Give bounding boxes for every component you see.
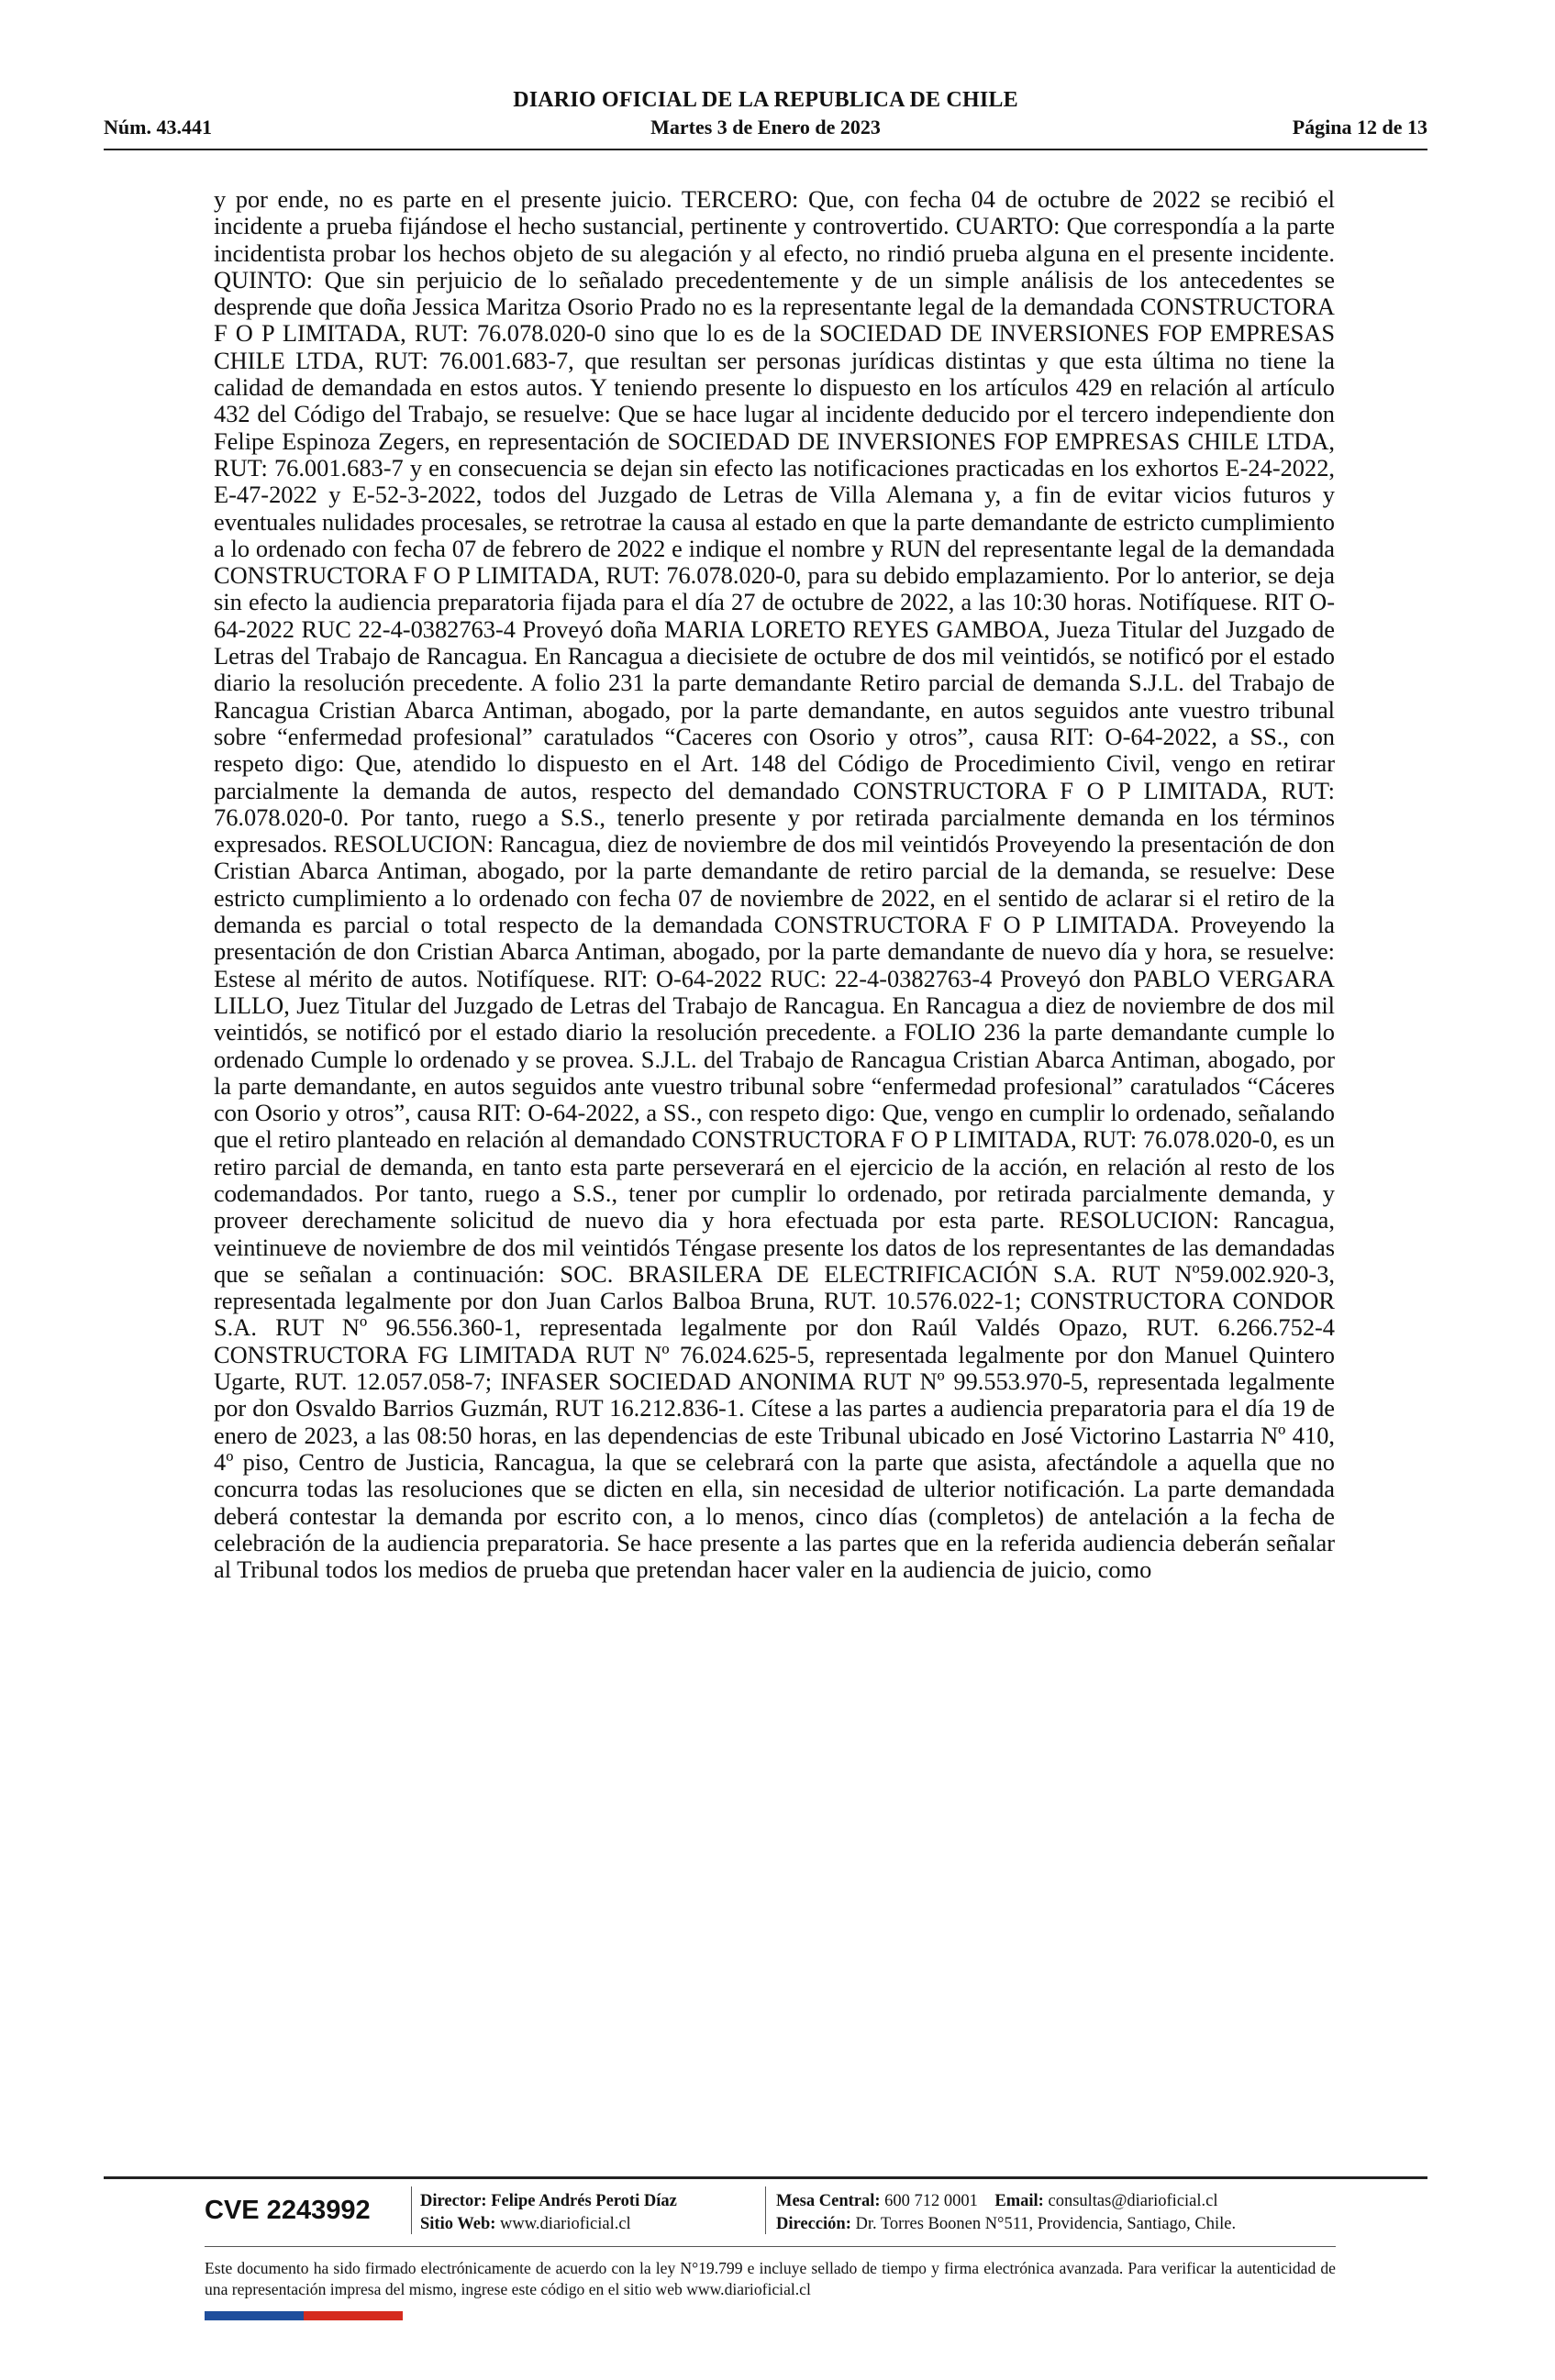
masthead-title: DIARIO OFICIAL DE LA REPUBLICA DE CHILE (513, 88, 1018, 112)
address-text: Dr. Torres Boonen N°511, Providencia, Santiago, Chile. (855, 2215, 1237, 2233)
footer-separator (411, 2186, 412, 2234)
flag-segment (353, 2311, 403, 2320)
website-link[interactable]: www.diarioficial.cl (500, 2215, 631, 2233)
cve-code: CVE 2243992 (205, 2195, 371, 2225)
issue-number: Núm. 43.441 (104, 116, 212, 138)
footer-divider (104, 2176, 1427, 2179)
phone-number: 600 712 0001 (884, 2192, 978, 2210)
legal-notice: Este documento ha sido firmado electrónicamente de acuerdo con la ley N°19.799 e incluye sellado de tiempo y firma electrónica avanzada. Para verificar la autenticidad de una representación impresa del mismo, ingrese este código en el sitio web www.diarioficial.cl (205, 2259, 1336, 2298)
director-info (420, 2190, 677, 2236)
director-name: Director: Felipe Andrés Peroti Díaz (420, 2192, 677, 2210)
website-label: Sitio Web: (420, 2215, 496, 2233)
page-number: Página 12 de 13 (1292, 116, 1427, 138)
email-label: Email: (994, 2192, 1044, 2210)
flag-segment (304, 2311, 353, 2320)
footer-separator (765, 2186, 766, 2234)
flag-segment (205, 2311, 254, 2320)
header-divider (104, 149, 1427, 150)
page-header (104, 88, 1427, 143)
email-link[interactable]: consultas@diarioficial.cl (1048, 2192, 1218, 2210)
document-body: y por ende, no es parte en el presente juicio. TERCERO: Que, con fecha 04 de octubre de 2022 se recibió el incidente a prueba fijándose el hecho sustancial, pertinente y controvertido. CUARTO: Que correspondía a la parte incidentista probar los hechos objeto de su alegación y al efecto, no rindió prueba alguna en el presente incidente. QUINTO: Que sin perjuicio de lo señalado precedentemente y de un simple análisis de los antecedentes se desprende que doña Jessica Maritza Osorio Prado no es la representante legal de la demandada CONSTRUCTORA F O P LIMITADA, RUT: 76.078.020-0 sino que lo es de la SOCIEDAD DE INVERSIONES FOP EMPRESAS CHILE LTDA, RUT: 76.001.683-7, que resultan ser personas jurídicas distintas y que esta última no tiene la calidad de demandada en estos autos. Y teniendo presente lo dispuesto en los artículos 429 en relación al artículo 432 del Código del Trabajo, se resuelve: Que se hace lugar al incidente deducido por el tercero independiente don Felipe Espinoza Zegers, en representación de SOCIEDAD DE INVERSIONES FOP EMPRESAS CHILE LTDA, RUT: 76.001.683-7 y en consecuencia se dejan sin efecto las notificaciones practicadas en los exhortos E-24-2022, E-47-2022 y E-52-3-2022, todos del Juzgado de Letras de Villa Alemana y, a fin de evitar vicios futuros y eventuales nulidades procesales, se retrotrae la causa al estado en que la parte demandante de estricto cumplimiento a lo ordenado con fecha 07 de febrero de 2022 e indique el nombre y RUN del representante legal de la demandada CONSTRUCTORA F O P LIMITADA, RUT: 76.078.020-0, para su debido emplazamiento. Por lo anterior, se deja sin efecto la audiencia preparatoria fijada para el día 27 de octubre de 2022, a las 10:30 horas. Notifíquese. RIT O-64-2022 RUC 22-4-0382763-4 Proveyó doña MARIA LORETO REYES GAMBOA, Jueza Titular del Juzgado de Letras del Trabajo de Rancagua. En Rancagua a diecisiete de octubre de dos mil veintidós, se notificó por el estado diario la resolución precedente. A folio 231 la parte demandante Retiro parcial de demanda S.J.L. del Trabajo de Rancagua Cristian Abarca Antiman, abogado, por la parte demandante, en autos seguidos ante vuestro tribunal sobre “enfermedad profesional” caratulados “Caceres con Osorio y otros”, causa RIT: O-64-2022, a SS., con respeto digo: Que, atendido lo dispuesto en el Art. 148 del Código de Procedimiento Civil, vengo en retirar parcialmente la demanda de autos, respecto del demandado CONSTRUCTORA F O P LIMITADA, RUT: 76.078.020-0. Por tanto, ruego a S.S., tenerlo presente y por retirada parcialmente demanda en los términos expresados. RESOLUCION: Rancagua, diez de noviembre de dos mil veintidós Proveyendo la presentación de don Cristian Abarca Antiman, abogado, por la parte demandante de retiro parcial de la demanda, se resuelve: Dese estricto cumplimiento a lo ordenado con fecha 07 de noviembre de 2022, en el sentido de aclarar si el retiro de la demanda es parcial o total respecto de la demandada CONSTRUCTORA F O P LIMITADA. Proveyendo la presentación de don Cristian Abarca Antiman, abogado, por la parte demandante de nuevo día y hora, se resuelve: Estese al mérito de autos. Notifíquese. RIT: O-64-2022 RUC: 22-4-0382763-4 Proveyó don PABLO VERGARA LILLO, Juez Titular del Juzgado de Letras del Trabajo de Rancagua. En Rancagua a diez de noviembre de dos mil veintidós, se notificó por el estado diario la resolución precedente. a FOLIO 236 la parte demandante cumple lo ordenado Cumple lo ordenado y se provea. S.J.L. del Trabajo de Rancagua Cristian Abarca Antiman, abogado, por la parte demandante, en autos seguidos ante vuestro tribunal sobre “enfermedad profesional” caratulados “Cáceres con Osorio y otros”, causa RIT: O-64-2022, a SS., con respeto digo: Que, vengo en cumplir lo ordenado, señalando que el retiro planteado en relación al demandado CONSTRUCTORA F O P LIMITADA, RUT: 76.078.020-0, es un retiro parcial de demanda, en tanto esta parte perseverará en el ejercicio de la acción, en relación al resto de los codemandados. Por tanto, ruego a S.S., tener por cumplir lo ordenado, por retirada parcialmente demanda, y proveer derechamente solicitud de nuevo dia y hora efectuada por esta parte. RESOLUCION: Rancagua, veintinueve de noviembre de dos mil veintidós Téngase presente los datos de los representantes de las demandadas que se señalan a continuación: SOC. BRASILERA DE ELECTRIFICACIÓN S.A. RUT Nº59.002.920-3, representada legalmente por don Juan Carlos Balboa Bruna, RUT. 10.576.022-1; CONSTRUCTORA CONDOR S.A. RUT Nº 96.556.360-1, representada legalmente por don Raúl Valdés Opazo, RUT. 6.266.752-4 CONSTRUCTORA FG LIMITADA RUT Nº 76.024.625-5, representada legalmente por don Manuel Quintero Ugarte, RUT. 12.057.058-7; INFASER SOCIEDAD ANONIMA RUT Nº 99.553.970-5, representada legalmente por don Osvaldo Barrios Guzmán, RUT 16.212.836-1. Cítese a las partes a audiencia preparatoria para el día 19 de enero de 2023, a las 08:50 horas, en las dependencias de este Tribunal ubicado en José Victorino Lastarria Nº 410, 4º piso, Centro de Justicia, Rancagua, la que se celebrará con la parte que asista, afectándole a aquella que no concurra todas las resoluciones que se dicten en ella, sin necesidad de ulterior notificación. La parte demandada deberá contestar la demanda por escrito con, a lo menos, cinco días (completos) de antelación a la fecha de celebración de la audiencia preparatoria. Se hace presente a las partes que en la referida audiencia deberán señalar al Tribunal todos los medios de prueba que pretendan hacer valer en la audiencia de juicio, como (214, 185, 1335, 1584)
flag-stripe (205, 2311, 403, 2320)
contact-info (776, 2190, 1236, 2236)
footer-divider-thin (205, 2246, 1336, 2247)
flag-segment (254, 2311, 304, 2320)
header-info-row (104, 116, 1427, 143)
address-label: Dirección: (776, 2215, 851, 2233)
issue-date: Martes 3 de Enero de 2023 (650, 116, 881, 138)
phone-label: Mesa Central: (776, 2192, 881, 2210)
